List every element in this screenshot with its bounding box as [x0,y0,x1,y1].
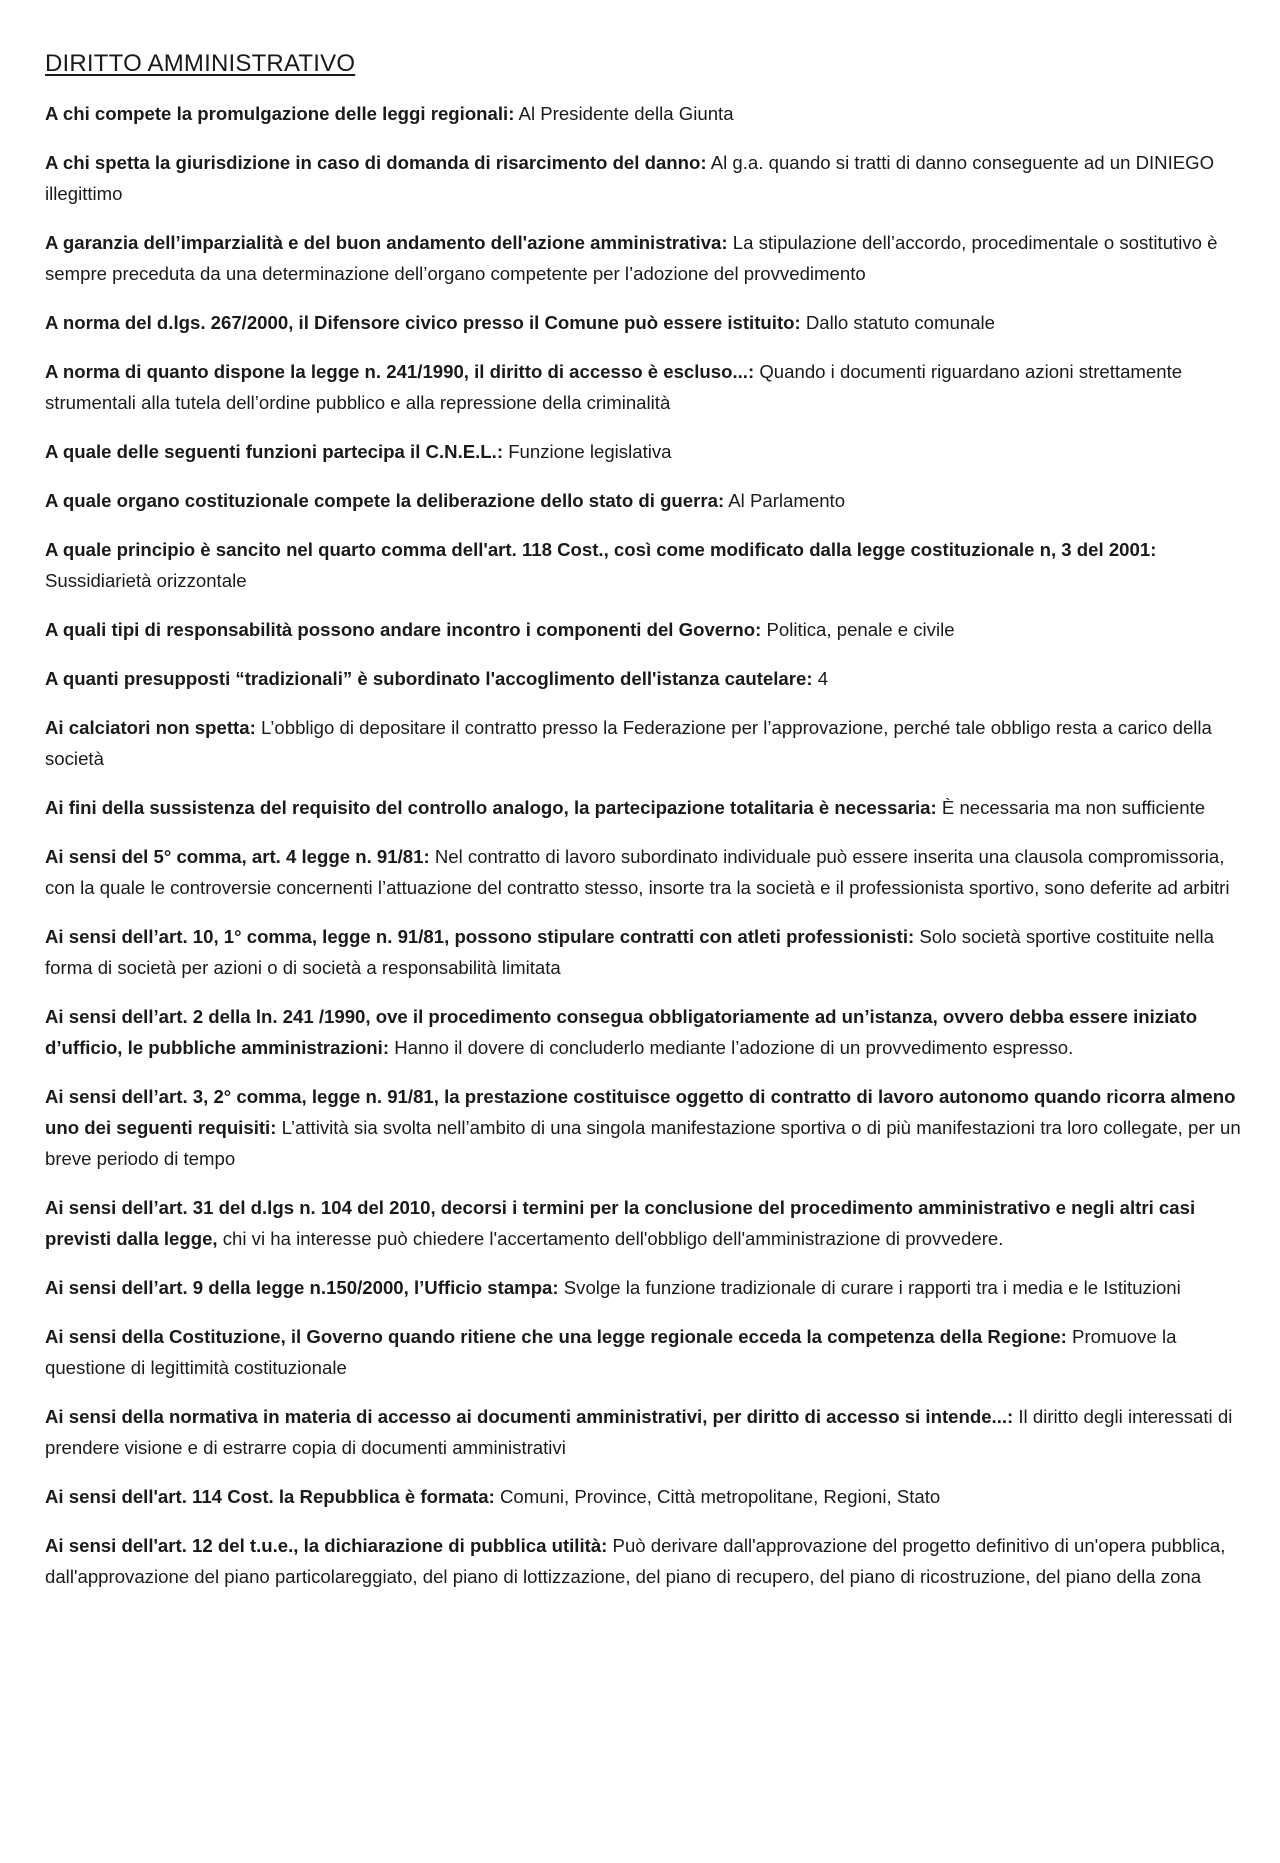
answer: Funzione legislativa [508,441,672,462]
qa-item [45,792,1245,823]
answer: Nel contratto di lavoro subordinato individuale può essere inserita una clausola compromissoria, con la quale le controversie concernenti l’attuazione del contratto stesso, insorte tra la società e il professionista sportivo, sono deferite ad arbitri [45,846,1230,898]
question: Ai sensi della Costituzione, il Governo quando ritiene che una legge regionale ecceda la competenza della Regione: [45,1326,1067,1347]
qa-item [45,1001,1245,1063]
qa-item [45,1321,1245,1383]
qa-item [45,307,1245,338]
answer: Sussidiarietà orizzontale [45,570,247,591]
question: Ai sensi del 5° comma, art. 4 legge n. 91/81: [45,846,430,867]
question: Ai sensi dell’art. 10, 1° comma, legge n. 91/81, possono stipulare contratti con atleti professionisti: [45,926,915,947]
question: A quale delle seguenti funzioni partecipa il C.N.E.L.: [45,441,504,462]
answer: La stipulazione dell’accordo, procedimentale o sostitutivo è sempre preceduta da una determinazione dell’organo competente per l’adozione del provvedimento [45,232,1218,284]
document-title: DIRITTO AMMINISTRATIVO [45,50,356,77]
question: A norma del d.lgs. 267/2000, il Difensore civico presso il Comune può essere istituito: [45,312,801,333]
answer: L’attività sia svolta nell’ambito di una singola manifestazione sportiva o di più manifestazioni tra loro collegate, per un breve periodo di tempo [45,1117,1241,1169]
qa-item [45,841,1245,903]
qa-item [45,485,1245,516]
question: Ai sensi dell’art. 2 della ln. 241 /1990, ove il procedimento consegua obbligatoriamente ad un’istanza, ovvero debba essere iniziato d’ufficio, le pubbliche amministrazioni: [45,1006,1198,1058]
question: A garanzia dell’imparzialità e del buon andamento dell'azione amministrativa: [45,232,728,253]
question: A quali tipi di responsabilità possono andare incontro i componenti del Governo: [45,619,762,640]
question: Ai sensi dell’art. 31 del d.lgs n. 104 del 2010, decorsi i termini per la conclusione del procedimento amministrativo e negli altri casi previsti dalla legge, [45,1197,1196,1249]
answer: Svolge la funzione tradizionale di curare i rapporti tra i media e le Istituzioni [563,1277,1181,1298]
question: A norma di quanto dispone la legge n. 241/1990, il diritto di accesso è escluso...: [45,361,755,382]
qa-item [45,98,1245,129]
answer: Al Parlamento [728,490,846,511]
question: A quanti presupposti “tradizionali” è subordinato l'accoglimento dell'istanza cautelare: [45,668,813,689]
qa-item [45,921,1245,983]
answer: Politica, penale e civile [766,619,955,640]
question: Ai calciatori non spetta: [45,717,256,738]
question: Ai sensi dell’art. 3, 2° comma, legge n. 91/81, la prestazione costituisce oggetto di contratto di lavoro autonomo quando ricorra almeno uno dei seguenti requisiti: [45,1086,1236,1138]
answer: È necessaria ma non sufficiente [941,797,1206,818]
answer: Quando i documenti riguardano azioni strettamente strumentali alla tutela dell’ordine pubblico e alla repressione della criminalità [45,361,1183,413]
qa-item [45,663,1245,694]
qa-item [45,1272,1245,1303]
qa-item [45,614,1245,645]
answer: Dallo statuto comunale [805,312,996,333]
qa-item [45,356,1245,418]
qa-item [45,1530,1245,1592]
question: Ai sensi dell’art. 9 della legge n.150/2000, l’Ufficio stampa: [45,1277,559,1298]
answer: Al g.a. quando si tratti di danno conseguente ad un DINIEGO illegittimo [45,152,1215,204]
question: Ai sensi dell'art. 114 Cost. la Repubblica è formata: [45,1486,495,1507]
qa-item [45,147,1245,209]
question: Ai sensi della normativa in materia di accesso ai documenti amministrativi, per diritto di accesso si intende...: [45,1406,1014,1427]
answer: Hanno il dovere di concluderlo mediante l’adozione di un provvedimento espresso. [394,1037,1074,1058]
document-page [45,50,1245,1610]
answer: chi vi ha interesse può chiedere l'accertamento dell'obbligo dell'amministrazione di provvedere. [222,1228,1004,1249]
answer: Comuni, Province, Città metropolitane, Regioni, Stato [499,1486,941,1507]
question: Ai sensi dell'art. 12 del t.u.e., la dichiarazione di pubblica utilità: [45,1535,608,1556]
answer: Al Presidente della Giunta [518,103,734,124]
question: A chi spetta la giurisdizione in caso di domanda di risarcimento del danno: [45,152,707,173]
qa-item [45,712,1245,774]
answer: Può derivare dall'approvazione del progetto definitivo di un'opera pubblica, dall'approvazione del piano particolareggiato, del piano di lottizzazione, del piano di recupero, del piano di ricostruzione, del piano della zona [45,1535,1226,1587]
qa-item [45,227,1245,289]
question: A quale principio è sancito nel quarto comma dell'art. 118 Cost., così come modificato dalla legge costituzionale n, 3 del 2001: [45,539,1157,560]
answer: Promuove la questione di legittimità costituzionale [45,1326,1177,1378]
answer: 4 [817,668,829,689]
answer: Solo società sportive costituite nella forma di società per azioni o di società a responsabilità limitata [45,926,1214,978]
qa-item [45,1192,1245,1254]
answer: Il diritto degli interessati di prendere visione e di estrarre copia di documenti amministrativi [45,1406,1233,1458]
answer: L’obbligo di depositare il contratto presso la Federazione per l’approvazione, perché tale obbligo resta a carico della società [45,717,1212,769]
qa-item [45,1481,1245,1512]
question: A quale organo costituzionale compete la deliberazione dello stato di guerra: [45,490,725,511]
qa-item [45,1401,1245,1463]
qa-item [45,1081,1245,1174]
qa-item [45,436,1245,467]
qa-item [45,534,1245,596]
question: A chi compete la promulgazione delle leggi regionali: [45,103,515,124]
question: Ai fini della sussistenza del requisito del controllo analogo, la partecipazione totalitaria è necessaria: [45,797,937,818]
